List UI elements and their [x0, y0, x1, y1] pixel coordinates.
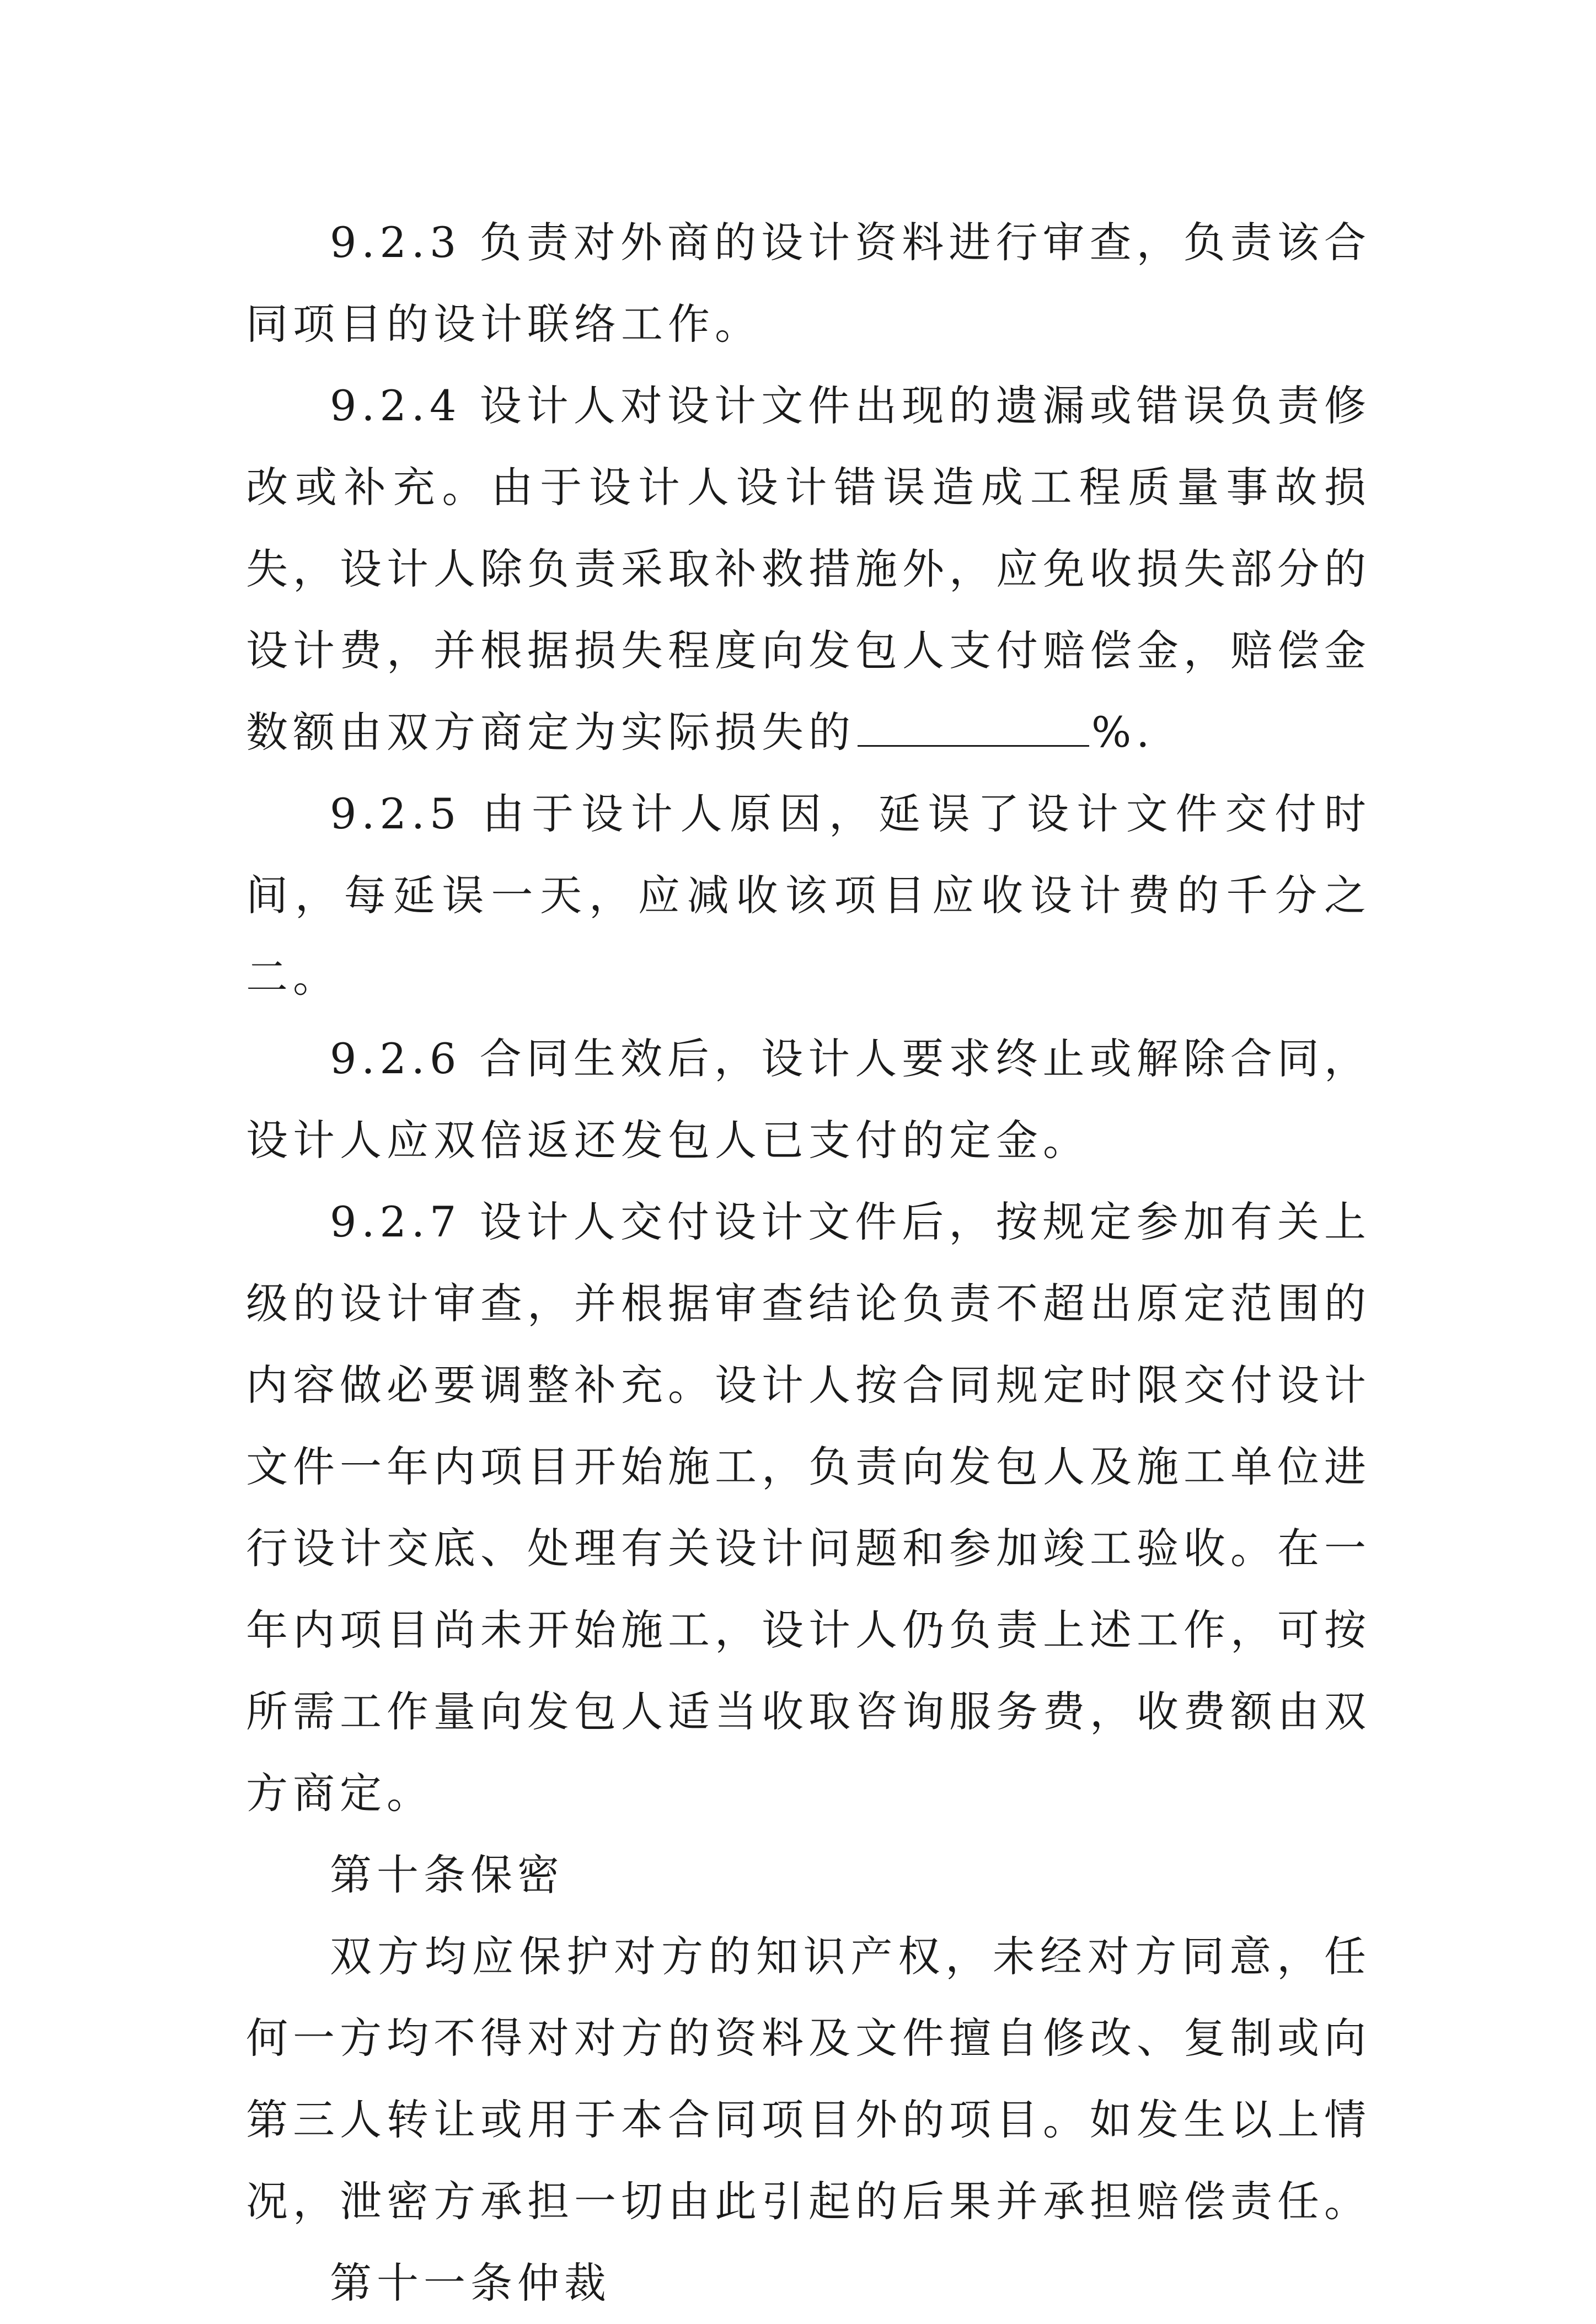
clause-9-2-4-text: 9.2.4 设计人对设计文件出现的遗漏或错误负责修改或补充。由于设计人设计错误造成工程质量事故损失，设计人除负责采取补救措施外，应免收损失部分的设计费，并根据损失程度向发包人支付赔偿金，赔偿金数额由双方商定为实际损失的	[246, 381, 1371, 757]
article-10-heading: 第十条保密	[330, 1850, 564, 1899]
clause-9-2-4	[246, 365, 1371, 773]
article-11-heading: 第十一条仲裁	[330, 2258, 611, 2307]
clause-9-2-6: 9.2.6 合同生效后，设计人要求终止或解除合同，设计人应双倍返还发包人已支付的定金。	[246, 1034, 1371, 1165]
article-10-body: 双方均应保护对方的知识产权，未经对方同意，任何一方均不得对对方的资料及文件擅自修改、复制或向第三人转让或用于本合同项目外的项目。如发生以上情况，泄密方承担一切由此引起的后果并承担赔偿责任。	[246, 1932, 1371, 2226]
clause-9-2-3: 9.2.3 负责对外商的设计资料进行审查，负责该合同项目的设计联络工作。	[246, 218, 1371, 349]
document-body	[246, 202, 1371, 2324]
percentage-blank-field	[858, 712, 1089, 747]
percent-sign: %.	[1091, 708, 1155, 757]
clause-9-2-5: 9.2.5 由于设计人原因，延误了设计文件交付时间，每延误一天，应减收该项目应收设计费的千分之二。	[246, 789, 1371, 1002]
clause-9-2-7: 9.2.7 设计人交付设计文件后，按规定参加有关上级的设计审查，并根据审查结论负责不超出原定范围的内容做必要调整补充。设计人按合同规定时限交付设计文件一年内项目开始施工，负责向发包人及施工单位进行设计交底、处理有关设计问题和参加竣工验收。在一年内项目尚未开始施工，设计人仍负责上述工作，可按所需工作量向发包人适当收取咨询服务费，收费额由双方商定。	[246, 1197, 1371, 1818]
